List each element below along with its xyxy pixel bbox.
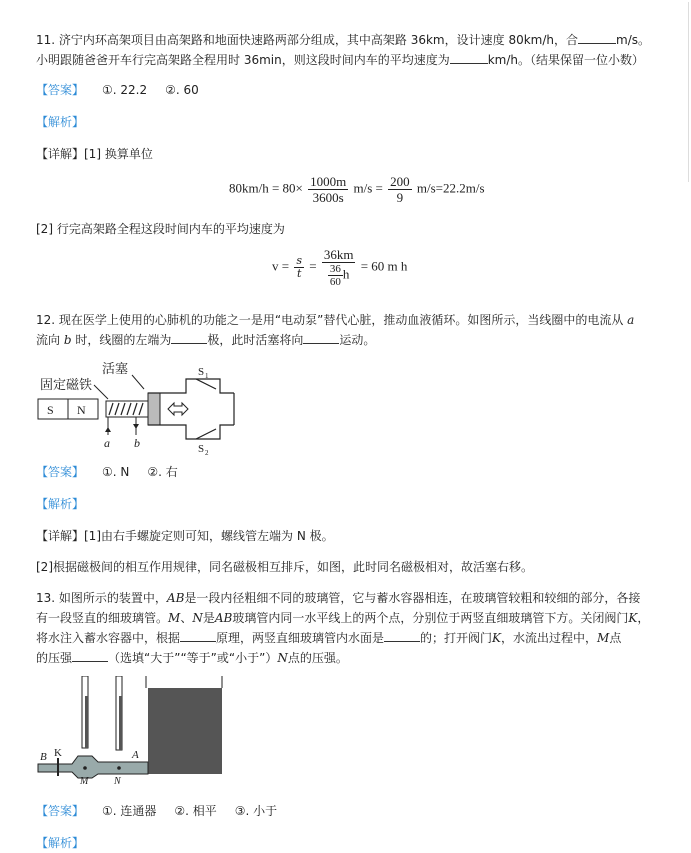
svg-text:1: 1	[205, 372, 209, 380]
svg-text:N: N	[77, 403, 86, 417]
water-container	[148, 688, 222, 774]
q11-detail-title: 【详解】[1] 换算单位	[36, 147, 153, 161]
double-arrow-icon	[168, 403, 188, 415]
q12-answer: 【答案】 ①. N ②. 右	[36, 465, 178, 479]
svg-text:A: A	[132, 749, 139, 761]
piston	[148, 393, 160, 425]
q13-analysis-label: 【解析】	[36, 836, 85, 850]
q11-analysis-label: 【解析】	[36, 115, 85, 129]
q11-stem-line2: 小明跟随爸爸开车行完高架路全程用时 36min，则这段时间内车的平均速度为 km/h。（结果保留一位小数）	[36, 53, 645, 67]
svg-text:S: S	[47, 403, 54, 417]
svg-text:M: M	[80, 776, 89, 787]
q13-apparatus-figure	[36, 676, 226, 788]
q13-stem-line1: 13. 如图所示的装置中，AB是一段内径粗细不同的玻璃管，它与蓄水容器相连，在玻璃管较粗和较细的部分，各接	[36, 591, 641, 605]
q12-detail-2: [2]根据磁极间的相互作用规律，同名磁极相互排斥，如图，此时同名磁极相对，故活塞右移。	[36, 560, 534, 574]
svg-text:K: K	[54, 747, 62, 759]
magnet-label: 固定磁铁	[40, 377, 93, 392]
q13-stem-line3: 将水注入蓄水容器中，根据 原理，两竖直细玻璃管内水面是 的；打开阀门K，水流出过程中，M点	[36, 631, 622, 645]
q12-pump-figure	[36, 357, 236, 457]
svg-text:b: b	[134, 436, 140, 450]
svg-text:2: 2	[205, 449, 209, 457]
q12-stem-line2: 流向 b 时，线圈的左端为 极，此时活塞将向 运动。	[36, 333, 376, 347]
q11-equation-2: v = $\frac{s}{t}$ = 36km $\frac{36}{60}$ h = 60 m h	[272, 247, 408, 288]
q11-stem-line1: 11. 济宁内环高架项目由高架路和地面快速路两部分组成，其中高架路 36km，设计速度 80km/h，合 m/s。	[36, 33, 650, 47]
svg-text:S: S	[198, 443, 205, 455]
q12-stem-line1: 12. 现在医学上使用的心肺机的功能之一是用“电动泵”替代心脏，推动血液循环。如图所示，当线圈中的电流从 a	[36, 313, 635, 327]
q12-analysis-label: 【解析】	[36, 497, 85, 511]
q11-answer: 【答案】 ①. 22.2 ②. 60	[36, 83, 199, 97]
q11-equation-1: 80km/h = 80× $\frac{1000m}{3600s}$ m/s = $\frac{200}{9}$ m/s=22.2m/s	[229, 174, 485, 205]
svg-text:B: B	[40, 751, 47, 763]
svg-text:S: S	[198, 366, 205, 378]
piston-label: 活塞	[102, 361, 129, 376]
svg-text:N: N	[114, 776, 121, 787]
q13-stem-line4: 的压强 （选填“大于”“等于”或“小于”）N点的压强。	[36, 651, 348, 665]
q13-stem-line2: 有一段竖直的细玻璃管。M、N是AB玻璃管内同一水平线上的两个点，分别位于两竖直细玻璃管下方。关闭阀门K，	[36, 611, 650, 625]
q12-detail-1: 【详解】[1]由右手螺旋定则可知，螺线管左端为 N 极。	[36, 529, 334, 543]
q11-detail-2: [2] 行完高架路全程这段时间内车的平均速度为	[36, 222, 285, 236]
q13-answer: 【答案】 ①. 连通器 ②. 相平 ③. 小于	[36, 804, 278, 818]
svg-text:a: a	[104, 436, 110, 450]
